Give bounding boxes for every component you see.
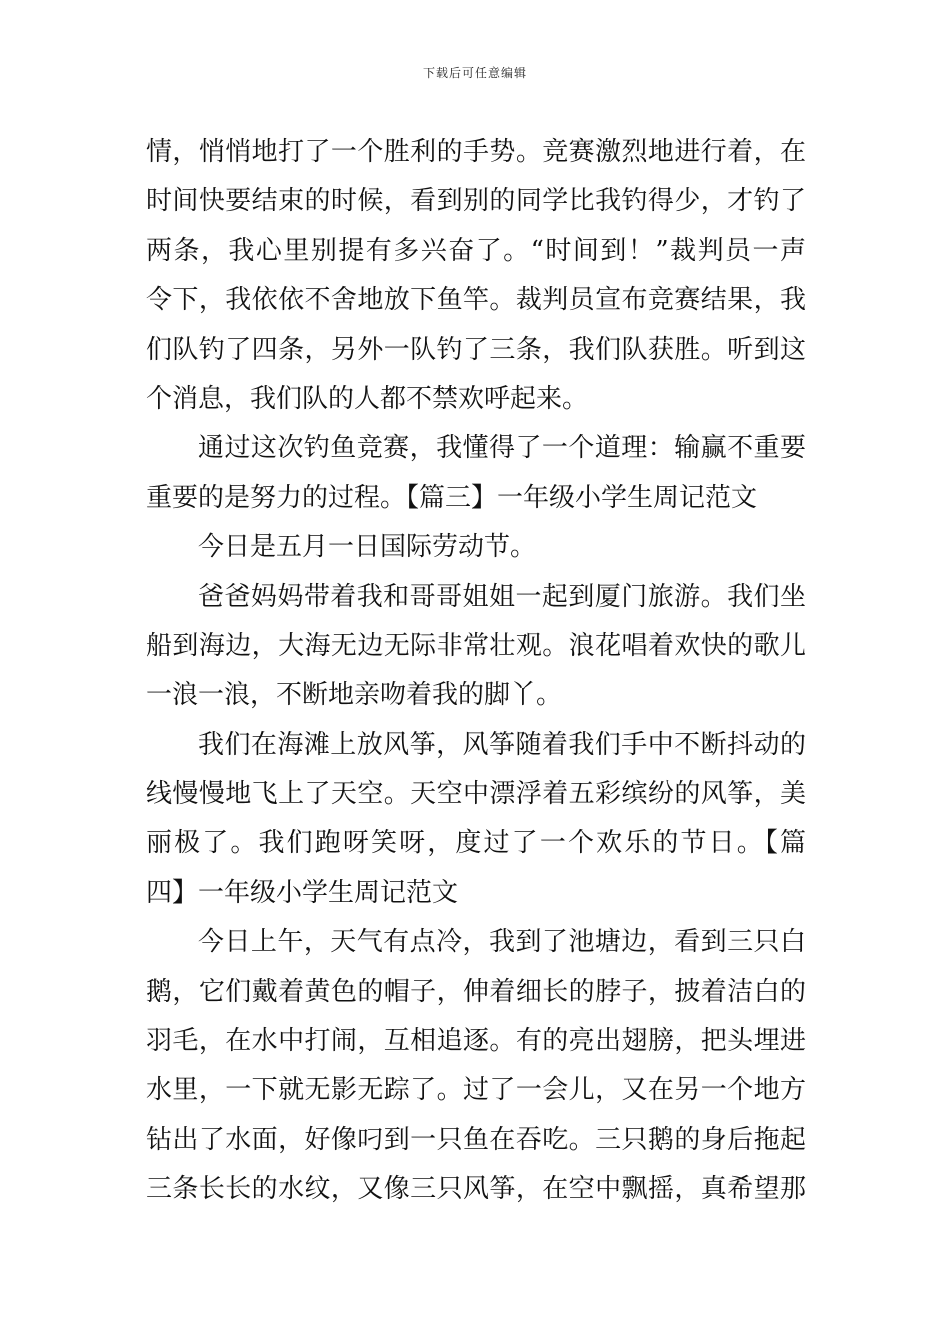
- text-line: 们队钓了四条，另外一队钓了三条，我们队获胜。听到这: [146, 334, 806, 365]
- text-line: 线慢慢地飞上了天空。天空中漂浮着五彩缤纷的风筝，美: [146, 779, 806, 810]
- text-line: 今日是五月一日国际劳动节。: [198, 532, 537, 563]
- text-line: 时间快要结束的时候，看到别的同学比我钓得少，才钓了: [146, 186, 806, 217]
- text-line: 两条，我心里别提有多兴奋了。“时间到！”裁判员一声: [146, 235, 806, 266]
- page-header-note: 下载后可任意编辑: [422, 66, 527, 80]
- text-line: 重要的是努力的过程。【篇三】一年级小学生周记范文: [146, 482, 758, 513]
- text-line: 三条长长的水纹，又像三只风筝，在空中飘摇，真希望那: [146, 1174, 806, 1205]
- text-line: 我们在海滩上放风筝，风筝随着我们手中不断抖动的: [198, 729, 806, 760]
- text-line: 钻出了水面，好像叼到一只鱼在吞吃。三只鹅的身后拖起: [146, 1124, 806, 1155]
- text-line: 令下，我依依不舍地放下鱼竿。裁判员宣布竞赛结果，我: [146, 285, 806, 316]
- text-line: 羽毛，在水中打闹，互相追逐。有的亮出翅膀，把头埋进: [146, 1026, 806, 1057]
- text-line: 个消息，我们队的人都不禁欢呼起来。: [146, 383, 589, 414]
- text-line: 今日上午，天气有点冷，我到了池塘边，看到三只白: [198, 927, 806, 958]
- text-line: 爸爸妈妈带着我和哥哥姐姐一起到厦门旅游。我们坐: [198, 581, 806, 612]
- text-line: 鹅，它们戴着黄色的帽子，伸着细长的脖子，披着洁白的: [146, 976, 806, 1007]
- text-line: 丽极了。我们跑呀笑呀，度过了一个欢乐的节日。【篇: [146, 828, 806, 859]
- body-text: [146, 128, 806, 1215]
- text-line: 水里，一下就无影无踪了。过了一会儿，又在另一个地方: [146, 1075, 806, 1106]
- text-line: 通过这次钓鱼竞赛，我懂得了一个道理：输赢不重要: [198, 433, 806, 464]
- text-line: 船到海边，大海无边无际非常壮观。浪花唱着欢快的歌儿: [146, 630, 806, 661]
- text-line: 情，悄悄地打了一个胜利的手势。竞赛激烈地进行着，在: [146, 137, 806, 167]
- text-line: 四】一年级小学生周记范文: [146, 877, 459, 908]
- text-line: 一浪一浪，不断地亲吻着我的脚丫。: [146, 680, 563, 711]
